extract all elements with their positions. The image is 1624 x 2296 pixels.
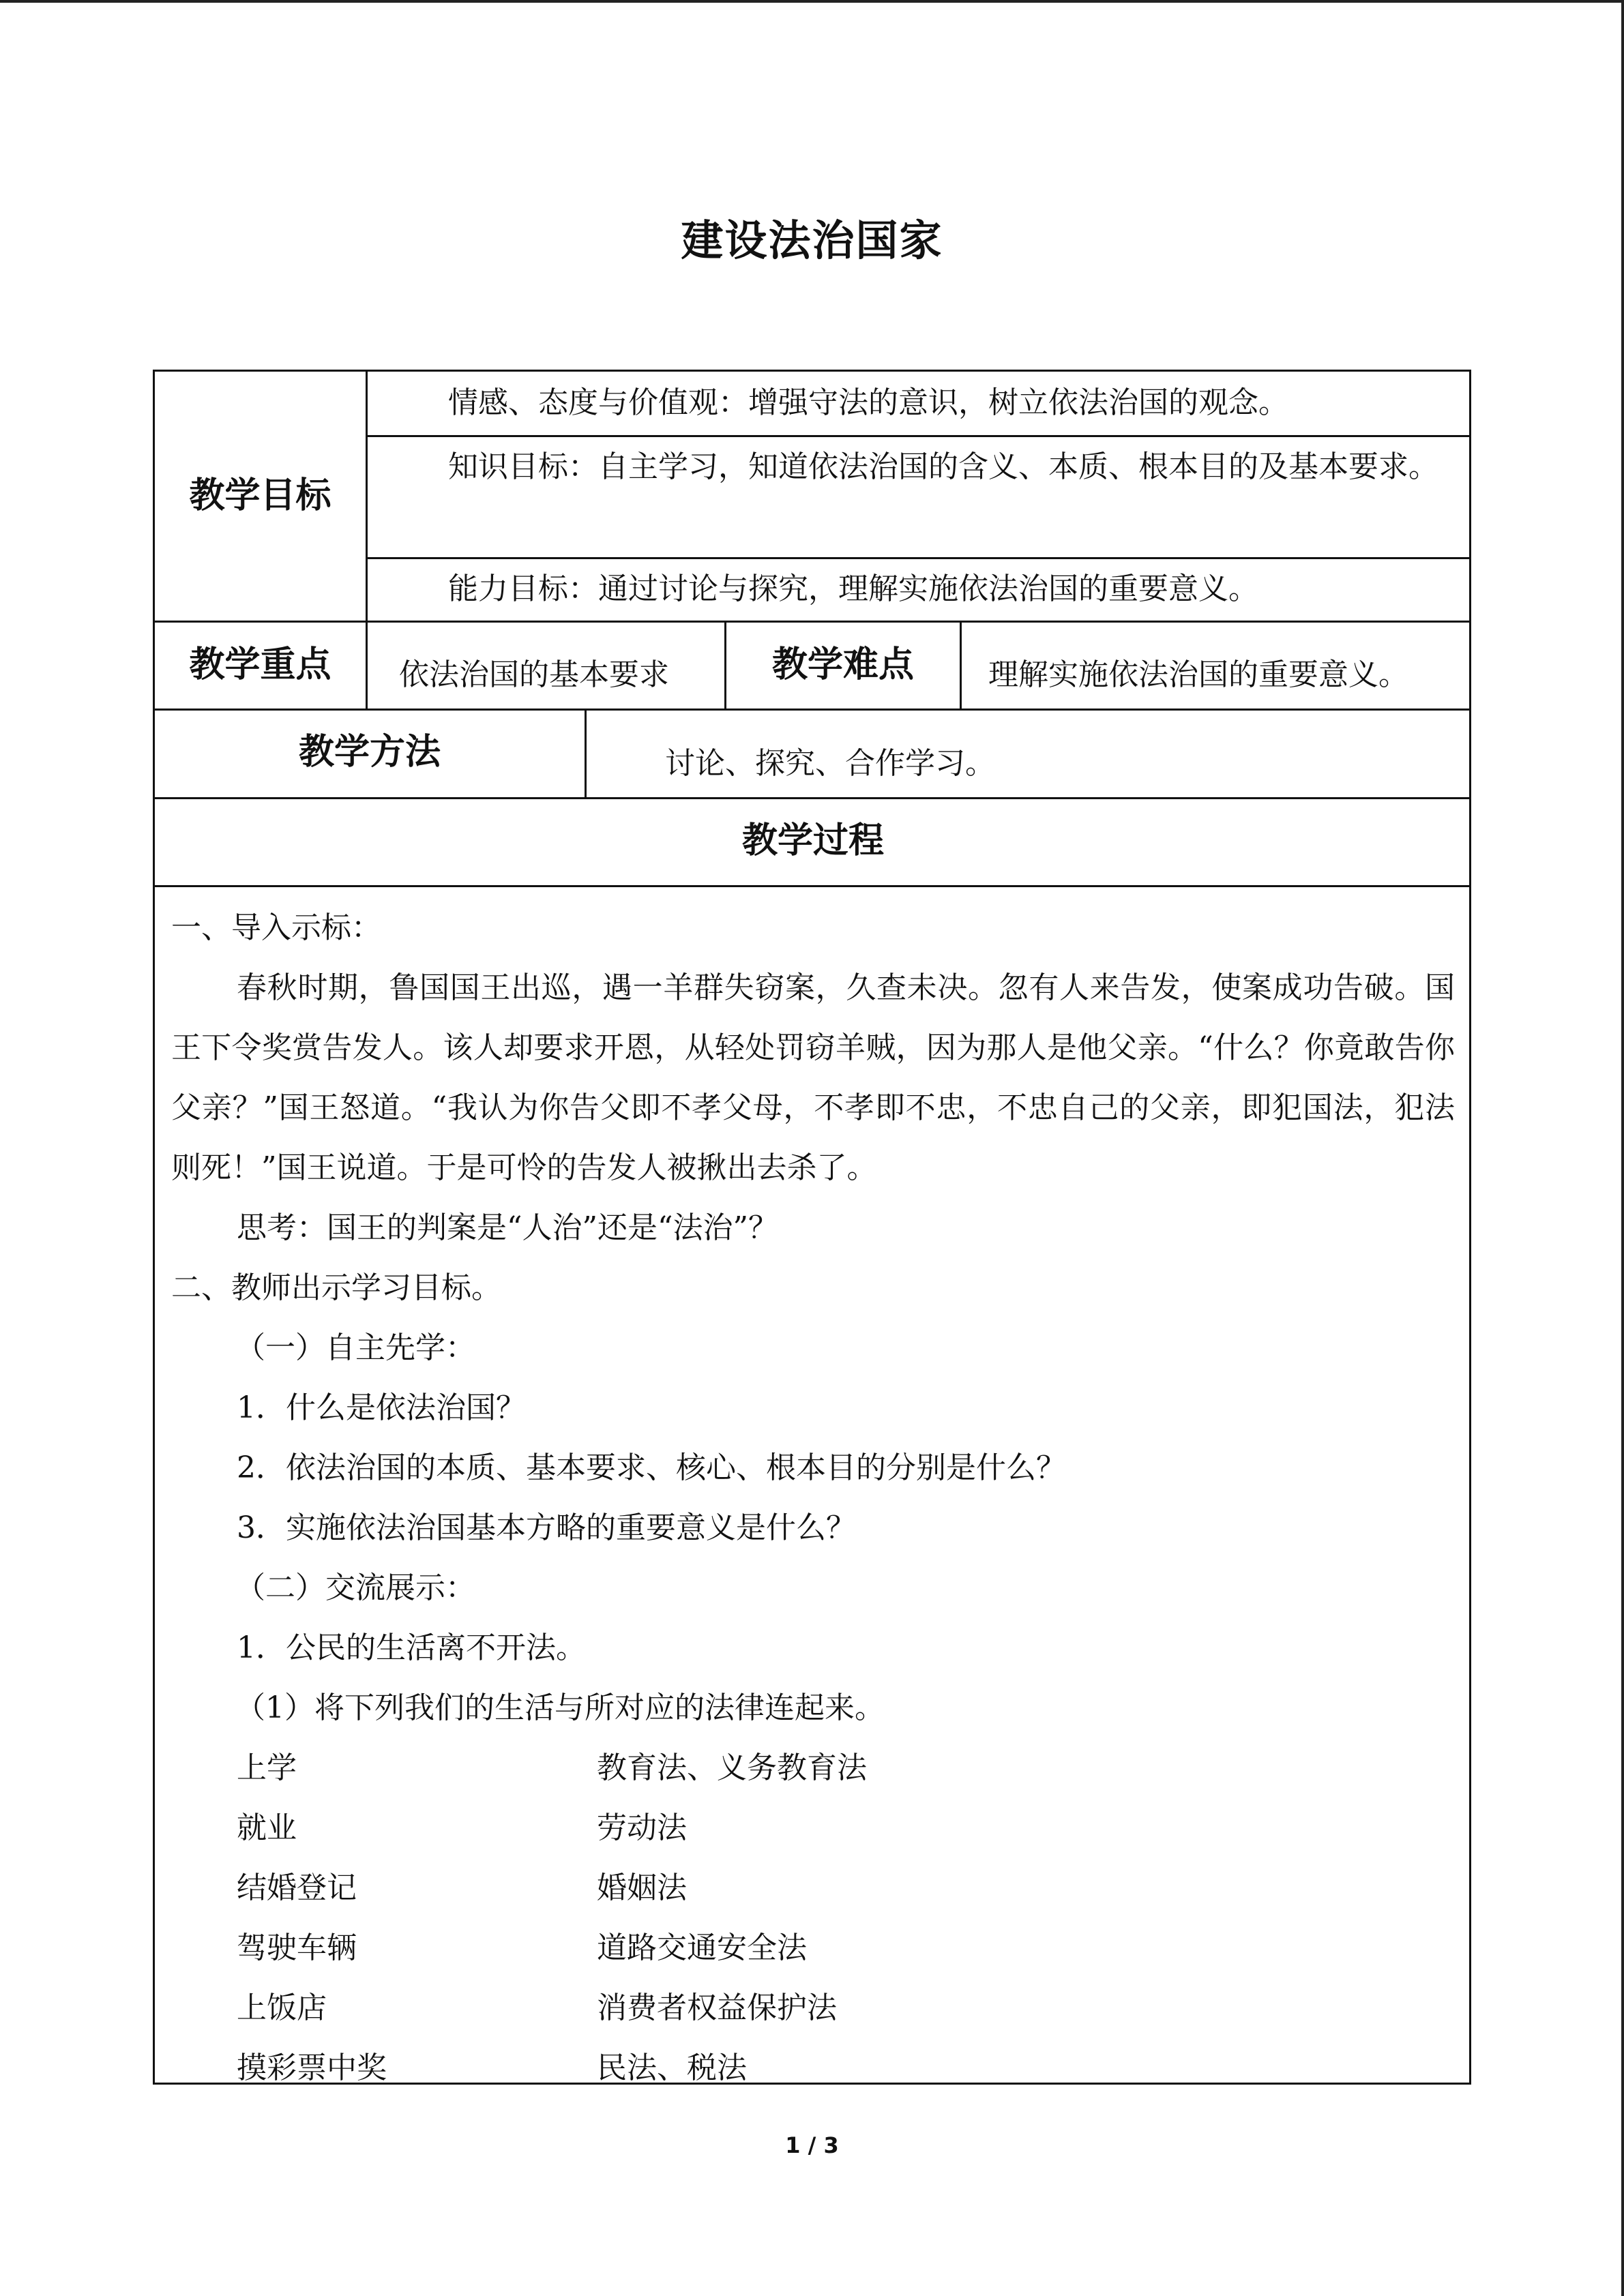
story-paragraph: 春秋时期，鲁国国王出巡，遇一羊群失窃案，久查未决。忽有人来告发，使案成功告破。国王下令奖赏告发人。该人却要求开恩，从轻处罚窃羊贼，因为那人是他父亲。“什么？你竟敢告你父亲？”国王怒道。“我认为你告父即不孝父母，不孝即不忠，不忠自己的父亲，即犯国法，犯法则死！”国王说道。于是可怜的告发人被揪出去杀了。 <box>171 970 1455 1185</box>
objectives-label: 教学目标 <box>189 475 331 516</box>
matching-law: 消费者权益保护法 <box>597 1991 837 2025</box>
matching-life: 上学 <box>237 1750 297 1785</box>
matching-life: 就业 <box>237 1810 297 1845</box>
think-question: 思考：国王的判案是“人治”还是“法治”？ <box>237 1210 778 1245</box>
question-3: 3．实施依法治国基本方略的重要意义是什么？ <box>237 1510 856 1545</box>
page-border-top <box>0 0 1624 3</box>
matching-law: 婚姻法 <box>597 1870 687 1905</box>
key-value: 依法治国的基本要求 <box>399 657 669 692</box>
matching-life: 上饭店 <box>237 1991 327 2025</box>
matching-law: 道路交通安全法 <box>597 1930 807 1965</box>
matching-law: 教育法、义务教育法 <box>597 1750 867 1785</box>
divider-key-1 <box>366 621 368 709</box>
difficulty-value: 理解实施依法治国的重要意义。 <box>988 657 1408 692</box>
page-border-right <box>1621 0 1624 2296</box>
divider-objectives <box>366 372 368 621</box>
objective-knowledge: 知识目标：自主学习，知道依法治国的含义、本质、根本目的及基本要求。 <box>448 449 1438 484</box>
divider-row-key <box>155 621 1471 623</box>
divider-row-process-label <box>155 797 1471 799</box>
question-2: 2．依法治国的本质、基本要求、核心、根本目的分别是什么？ <box>237 1450 1066 1485</box>
method-value: 讨论、探究、合作学习。 <box>665 746 995 781</box>
matching-life: 摸彩票中奖 <box>237 2051 387 2085</box>
section2-heading: 二、教师出示学习目标。 <box>171 1270 501 1305</box>
method-label: 教学方法 <box>298 732 441 773</box>
divider-method <box>585 709 587 797</box>
divider-key-3 <box>960 621 962 709</box>
matching-law: 劳动法 <box>597 1810 687 1845</box>
divider-row-process <box>155 885 1471 887</box>
difficulty-label: 教学难点 <box>771 644 914 685</box>
document-title: 建设法治国家 <box>681 215 943 265</box>
point-1: 1．公民的生活离不开法。 <box>237 1630 586 1665</box>
objective-ability: 能力目标：通过讨论与探究，理解实施依法治国的重要意义。 <box>448 571 1258 606</box>
task-1: （1）将下列我们的生活与所对应的法律连起来。 <box>235 1690 885 1725</box>
matching-life: 驾驶车辆 <box>237 1930 357 1965</box>
sub1-heading: （一）自主先学： <box>235 1330 475 1365</box>
section1-heading: 一、导入示标： <box>171 910 381 945</box>
lesson-plan-table <box>153 370 1471 2085</box>
divider-row-method <box>155 709 1471 711</box>
page-number: 1 / 3 <box>785 2132 839 2158</box>
sub2-heading: （二）交流展示： <box>235 1570 475 1605</box>
question-1: 1．什么是依法治国？ <box>237 1390 526 1425</box>
objective-values: 情感、态度与价值观：增强守法的意识，树立依法治国的观念。 <box>448 385 1288 420</box>
matching-life: 结婚登记 <box>237 1870 357 1905</box>
matching-law: 民法、税法 <box>597 2051 747 2085</box>
key-label: 教学重点 <box>189 644 331 685</box>
process-label: 教学过程 <box>741 820 884 861</box>
